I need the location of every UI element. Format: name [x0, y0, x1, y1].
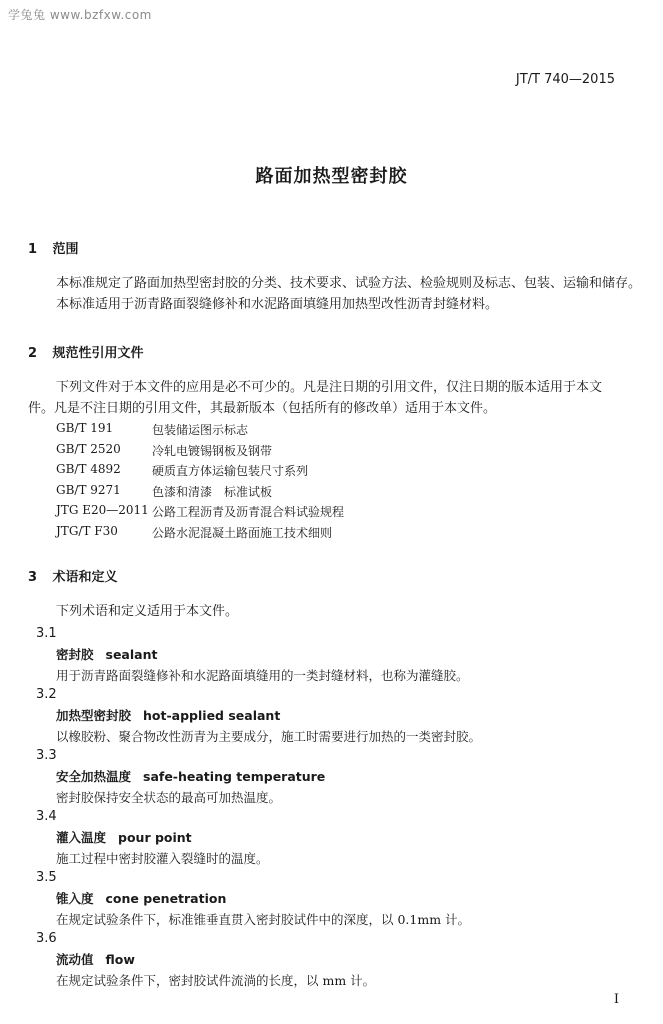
term-name-cn: 安全加热温度 [56, 769, 132, 784]
term-name-en: safe-heating temperature [143, 769, 326, 784]
term-number: 3.2 [36, 687, 57, 702]
section-normative-heading [28, 342, 144, 361]
section-title: 范围 [52, 242, 79, 257]
section-number: 1 [28, 242, 38, 257]
term-name [56, 950, 135, 968]
standard-number: JT/T 740—2015 [515, 72, 615, 87]
term-number: 3.4 [36, 809, 57, 824]
term-number: 3.1 [36, 626, 57, 641]
term-definition: 以橡胶粉、聚合物改性沥青为主要成分，施工时需要进行加热的一类密封胶。 [56, 729, 482, 744]
term-number: 3.3 [36, 748, 57, 763]
terms-intro: 下列术语和定义适用于本文件。 [56, 604, 239, 619]
reference-code: GB/T 4892 [56, 462, 121, 476]
reference-title: 公路工程沥青及沥青混合料试验规程 [152, 505, 345, 519]
normative-intro-line-2: 件。凡是不注日期的引用文件，其最新版本（包括所有的修改单）适用于本文件。 [28, 401, 497, 416]
term-definition: 用于沥青路面裂缝修补和水泥路面填缝用的一类封缝材料，也称为灌缝胶。 [56, 668, 469, 683]
term-name-en: hot-applied sealant [143, 708, 281, 723]
section-title: 术语和定义 [52, 570, 118, 585]
term-name [56, 767, 325, 785]
term-name [56, 706, 280, 724]
reference-code: JTG E20—2011 [56, 503, 149, 517]
term-definition: 施工过程中密封胶灌入裂缝时的温度。 [56, 851, 269, 866]
term-number: 3.6 [36, 931, 57, 946]
scope-paragraph-2: 本标准适用于沥青路面裂缝修补和水泥路面填缝用加热型改性沥青封缝材料。 [56, 297, 499, 312]
section-number: 2 [28, 346, 38, 361]
term-name [56, 645, 157, 663]
term-name-en: sealant [105, 647, 158, 662]
reference-title: 公路水泥混凝土路面施工技术细则 [152, 526, 333, 540]
reference-code: GB/T 9271 [56, 483, 121, 497]
page-number: I [613, 992, 619, 1007]
section-number: 3 [28, 570, 38, 585]
term-number: 3.5 [36, 870, 57, 885]
term-name-cn: 加热型密封胶 [56, 708, 132, 723]
term-name-en: pour point [118, 830, 192, 845]
reference-title: 硬质直方体运输包装尺寸系列 [152, 464, 309, 478]
reference-title: 色漆和清漆 标准试板 [152, 485, 273, 499]
reference-title: 冷轧电镀锡钢板及钢带 [152, 444, 273, 458]
scope-paragraph-1: 本标准规定了路面加热型密封胶的分类、技术要求、试验方法、检验规则及标志、包装、运输和储存。 [56, 276, 642, 291]
term-name [56, 828, 192, 846]
term-definition: 在规定试验条件下，密封胶试件流淌的长度，以 mm 计。 [56, 973, 376, 988]
term-name-en: cone penetration [105, 891, 227, 906]
watermark: 学兔兔 www.bzfxw.com [8, 8, 152, 22]
reference-code: JTG/T F30 [56, 524, 118, 538]
term-name [56, 889, 226, 907]
term-name-cn: 密封胶 [56, 647, 94, 662]
page-title: 路面加热型密封胶 [255, 166, 408, 187]
normative-intro-line-1: 下列文件对于本文件的应用是必不可少的。凡是注日期的引用文件，仅注日期的版本适用于本文 [56, 380, 603, 395]
term-name-en: flow [105, 952, 135, 967]
reference-code: GB/T 2520 [56, 442, 121, 456]
term-definition: 在规定试验条件下，标准锥垂直贯入密封胶试件中的深度，以 0.1mm 计。 [56, 912, 471, 927]
section-scope-heading [28, 238, 79, 257]
reference-title: 包装储运图示标志 [152, 423, 249, 437]
term-name-cn: 锥入度 [56, 891, 94, 906]
reference-code: GB/T 191 [56, 421, 114, 435]
term-name-cn: 流动值 [56, 952, 94, 967]
term-definition: 密封胶保持安全状态的最高可加热温度。 [56, 790, 282, 805]
term-name-cn: 灌入温度 [56, 830, 107, 845]
section-title: 规范性引用文件 [52, 346, 144, 361]
section-terms-heading [28, 566, 118, 585]
